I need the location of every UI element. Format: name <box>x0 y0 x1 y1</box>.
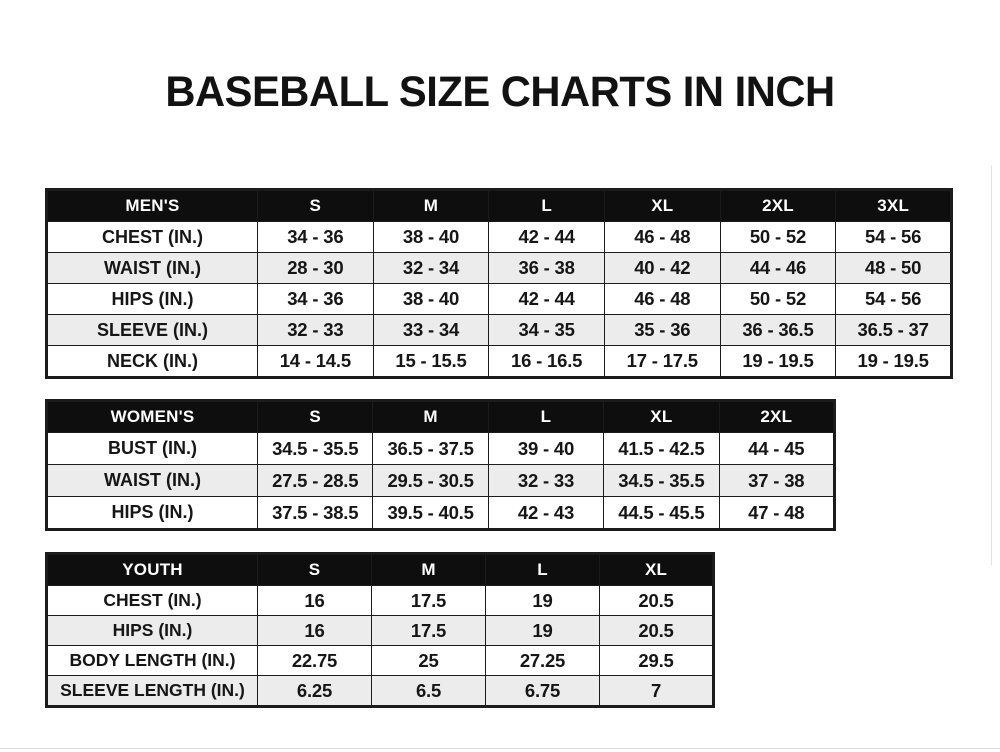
size-row <box>47 346 952 378</box>
measurement-label: BUST (IN.) <box>47 433 258 465</box>
header-row <box>47 401 835 433</box>
size-column-header: S <box>258 401 373 433</box>
size-value-cell: 50 - 52 <box>720 284 836 315</box>
size-value-cell: 46 - 48 <box>604 222 720 253</box>
table-group-header: WOMEN'S <box>47 401 258 433</box>
size-value-cell: 14 - 14.5 <box>258 346 374 378</box>
measurement-label: SLEEVE (IN.) <box>47 315 258 346</box>
size-value-cell: 33 - 34 <box>373 315 489 346</box>
scan-edge-line-right <box>991 165 992 565</box>
size-value-cell: 17.5 <box>372 586 486 616</box>
size-value-cell: 32 - 34 <box>373 253 489 284</box>
table-group-header: MEN'S <box>47 190 258 222</box>
size-value-cell: 39.5 - 40.5 <box>373 497 488 530</box>
measurement-label: WAIST (IN.) <box>47 253 258 284</box>
header-row <box>47 554 714 586</box>
size-value-cell: 39 - 40 <box>488 433 603 465</box>
size-value-cell: 20.5 <box>600 586 714 616</box>
size-row <box>47 253 952 284</box>
size-value-cell: 37.5 - 38.5 <box>258 497 373 530</box>
size-row <box>47 433 835 465</box>
size-row <box>47 646 714 676</box>
size-column-header: M <box>372 554 486 586</box>
table-group-header: YOUTH <box>47 554 258 586</box>
size-value-cell: 42 - 44 <box>489 222 605 253</box>
size-value-cell: 34 - 36 <box>258 284 374 315</box>
size-value-cell: 29.5 - 30.5 <box>373 465 488 497</box>
size-value-cell: 42 - 43 <box>488 497 603 530</box>
size-value-cell: 32 - 33 <box>258 315 374 346</box>
size-row <box>47 676 714 707</box>
measurement-label: NECK (IN.) <box>47 346 258 378</box>
size-value-cell: 16 - 16.5 <box>489 346 605 378</box>
measurement-label: HIPS (IN.) <box>47 616 258 646</box>
size-value-cell: 38 - 40 <box>373 222 489 253</box>
size-column-header: XL <box>604 401 719 433</box>
size-column-header: M <box>373 401 488 433</box>
size-value-cell: 37 - 38 <box>719 465 834 497</box>
size-value-cell: 38 - 40 <box>373 284 489 315</box>
size-value-cell: 41.5 - 42.5 <box>604 433 719 465</box>
size-value-cell: 6.25 <box>258 676 372 707</box>
size-value-cell: 27.5 - 28.5 <box>258 465 373 497</box>
size-value-cell: 22.75 <box>258 646 372 676</box>
size-value-cell: 19 - 19.5 <box>836 346 952 378</box>
size-column-header: S <box>258 190 374 222</box>
size-value-cell: 48 - 50 <box>836 253 952 284</box>
size-value-cell: 6.5 <box>372 676 486 707</box>
measurement-label: CHEST (IN.) <box>47 586 258 616</box>
size-value-cell: 19 - 19.5 <box>720 346 836 378</box>
size-column-header: XL <box>604 190 720 222</box>
size-value-cell: 34 - 35 <box>489 315 605 346</box>
size-value-cell: 29.5 <box>600 646 714 676</box>
size-value-cell: 6.75 <box>486 676 600 707</box>
size-row <box>47 497 835 530</box>
mens-size-table <box>45 188 953 379</box>
size-row <box>47 465 835 497</box>
size-row <box>47 616 714 646</box>
size-column-header: 2XL <box>719 401 834 433</box>
size-value-cell: 44 - 45 <box>719 433 834 465</box>
size-value-cell: 28 - 30 <box>258 253 374 284</box>
size-value-cell: 15 - 15.5 <box>373 346 489 378</box>
size-column-header: 2XL <box>720 190 836 222</box>
size-value-cell: 17.5 <box>372 616 486 646</box>
size-value-cell: 27.25 <box>486 646 600 676</box>
size-column-header: XL <box>600 554 714 586</box>
scan-edge-line-bottom <box>0 748 1000 749</box>
size-value-cell: 36 - 38 <box>489 253 605 284</box>
measurement-label: HIPS (IN.) <box>47 497 258 530</box>
size-row <box>47 222 952 253</box>
size-value-cell: 36 - 36.5 <box>720 315 836 346</box>
measurement-label: SLEEVE LENGTH (IN.) <box>47 676 258 707</box>
size-value-cell: 44 - 46 <box>720 253 836 284</box>
measurement-label: WAIST (IN.) <box>47 465 258 497</box>
size-value-cell: 32 - 33 <box>488 465 603 497</box>
size-value-cell: 40 - 42 <box>604 253 720 284</box>
size-value-cell: 34.5 - 35.5 <box>258 433 373 465</box>
size-value-cell: 46 - 48 <box>604 284 720 315</box>
page-title: BASEBALL SIZE CHARTS IN INCH <box>165 68 835 116</box>
measurement-label: CHEST (IN.) <box>47 222 258 253</box>
youth-size-table <box>45 552 715 708</box>
size-value-cell: 50 - 52 <box>720 222 836 253</box>
header-row <box>47 190 952 222</box>
size-value-cell: 36.5 - 37.5 <box>373 433 488 465</box>
size-value-cell: 35 - 36 <box>604 315 720 346</box>
size-value-cell: 36.5 - 37 <box>836 315 952 346</box>
size-value-cell: 44.5 - 45.5 <box>604 497 719 530</box>
size-row <box>47 586 714 616</box>
size-column-header: L <box>486 554 600 586</box>
size-column-header: S <box>258 554 372 586</box>
womens-size-table <box>45 399 836 531</box>
size-value-cell: 16 <box>258 586 372 616</box>
size-value-cell: 7 <box>600 676 714 707</box>
size-value-cell: 42 - 44 <box>489 284 605 315</box>
size-value-cell: 34 - 36 <box>258 222 374 253</box>
size-value-cell: 19 <box>486 586 600 616</box>
size-column-header: L <box>489 190 605 222</box>
size-value-cell: 17 - 17.5 <box>604 346 720 378</box>
size-value-cell: 19 <box>486 616 600 646</box>
size-value-cell: 20.5 <box>600 616 714 646</box>
measurement-label: HIPS (IN.) <box>47 284 258 315</box>
size-value-cell: 34.5 - 35.5 <box>604 465 719 497</box>
size-value-cell: 54 - 56 <box>836 222 952 253</box>
size-row <box>47 284 952 315</box>
size-value-cell: 47 - 48 <box>719 497 834 530</box>
measurement-label: BODY LENGTH (IN.) <box>47 646 258 676</box>
size-column-header: 3XL <box>836 190 952 222</box>
size-row <box>47 315 952 346</box>
size-column-header: M <box>373 190 489 222</box>
size-value-cell: 54 - 56 <box>836 284 952 315</box>
size-value-cell: 25 <box>372 646 486 676</box>
size-value-cell: 16 <box>258 616 372 646</box>
size-column-header: L <box>488 401 603 433</box>
